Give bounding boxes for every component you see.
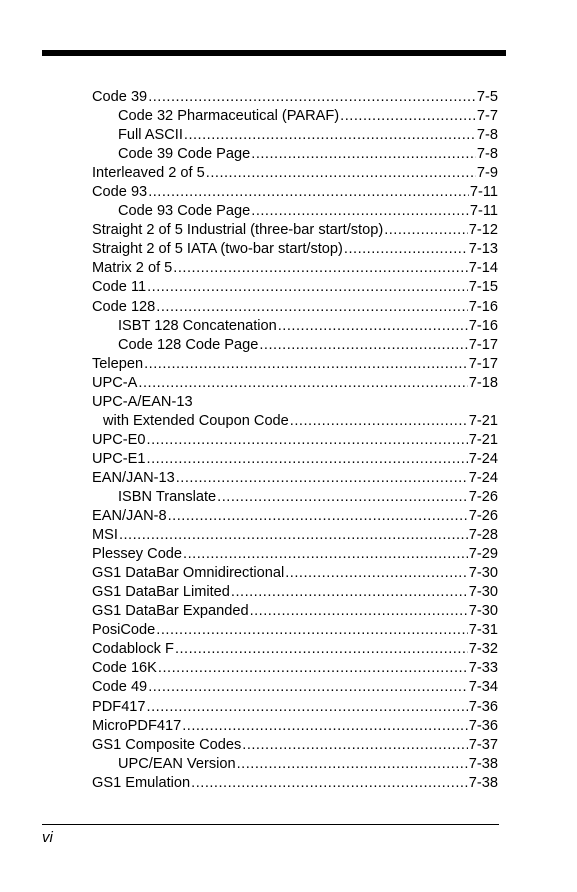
toc-entry-title: Code 11	[92, 279, 147, 296]
toc-entry-page: 7-38	[468, 774, 498, 791]
page-number: vi	[42, 829, 53, 846]
dot-leader	[176, 469, 468, 488]
dot-leader	[144, 355, 468, 374]
toc-entry	[92, 774, 498, 793]
toc-entry	[92, 755, 498, 774]
toc-entry-page: 7-16	[468, 317, 498, 334]
dot-leader	[191, 774, 468, 793]
toc-entry-title: Code 39	[92, 89, 148, 105]
toc-entry	[92, 488, 498, 507]
toc-entry-title: GS1 Composite Codes	[92, 736, 242, 753]
toc-entry	[92, 564, 498, 583]
toc-entry-title: Interleaved 2 of 5	[92, 165, 205, 182]
toc-entry-page: 7-26	[468, 488, 498, 505]
toc-entry-page: 7-30	[468, 603, 498, 620]
toc-entry-page: 7-30	[468, 584, 498, 601]
toc-entry-page: 7-11	[469, 184, 498, 201]
toc-entry-page: 7-17	[468, 336, 498, 353]
toc-entry-page: 7-17	[468, 355, 498, 372]
toc-entry-title: UPC-A	[92, 374, 138, 391]
toc-entry-page: 7-18	[468, 374, 498, 391]
toc-entry-title: Straight 2 of 5 IATA (two-bar start/stop)	[92, 241, 343, 258]
dot-leader	[384, 221, 468, 240]
dot-leader	[259, 336, 467, 355]
dot-leader	[290, 412, 468, 431]
toc-entry-title: with Extended Coupon Code	[103, 412, 289, 429]
toc-entry	[92, 507, 498, 526]
dot-leader	[156, 621, 468, 640]
dot-leader	[148, 88, 476, 107]
toc-entry-page: 7-14	[468, 260, 498, 277]
toc-entry-page: 7-37	[468, 736, 498, 753]
toc-entry-page: 7-13	[468, 241, 498, 258]
toc-entry	[92, 374, 498, 393]
toc-entry-title: EAN/JAN-13	[92, 469, 175, 486]
toc-entry-page: 7-33	[468, 660, 498, 677]
toc-entry-page: 7-16	[468, 298, 498, 315]
toc-entry-title: Code 49	[92, 679, 148, 696]
dot-leader	[183, 545, 468, 564]
toc-entry-title: Matrix 2 of 5	[92, 260, 173, 277]
dot-leader	[175, 640, 468, 659]
dot-leader	[147, 450, 468, 469]
toc-entry-page: 7-30	[468, 565, 498, 582]
toc-entry	[92, 145, 498, 164]
toc-entry-page: 7-24	[468, 469, 498, 486]
toc-entry-page: 7-28	[468, 527, 498, 544]
toc-entry-title: EAN/JAN-8	[92, 508, 167, 525]
toc-entry-title: Plessey Code	[92, 546, 183, 563]
toc-entry-title: PDF417	[92, 698, 146, 715]
toc-entry-page: 7-36	[468, 698, 498, 715]
toc-entry-page: 7-12	[468, 222, 498, 239]
toc-entry	[92, 164, 498, 183]
toc-entry	[92, 107, 498, 126]
toc-entry	[92, 393, 498, 412]
toc-entry	[92, 717, 498, 736]
toc-entry	[92, 469, 498, 488]
dot-leader	[148, 678, 468, 697]
toc-entry-title: UPC-E1	[92, 450, 146, 467]
toc-entry	[92, 412, 498, 431]
toc-entry	[92, 202, 498, 221]
toc-entry	[92, 526, 498, 545]
dot-leader	[217, 488, 468, 507]
toc-entry-page: 7-29	[468, 546, 498, 563]
footer-rule	[42, 824, 499, 825]
toc-entry-page: 7-5	[476, 89, 498, 105]
toc-entry	[92, 336, 498, 355]
toc-entry-page: 7-7	[476, 108, 498, 125]
toc-entry-page: 7-36	[468, 717, 498, 734]
toc-entry	[92, 602, 498, 621]
dot-leader	[250, 602, 468, 621]
toc-entry	[92, 621, 498, 640]
toc-entry	[92, 259, 498, 278]
toc-entry-title: Code 93 Code Page	[118, 203, 251, 220]
toc-entry	[92, 736, 498, 755]
dot-leader	[119, 526, 468, 545]
toc-entry	[92, 183, 498, 202]
toc-entry-title: GS1 DataBar Limited	[92, 584, 230, 601]
toc-entry-page: 7-31	[468, 622, 498, 639]
dot-leader	[168, 507, 468, 526]
toc-entry-title: MicroPDF417	[92, 717, 182, 734]
toc-entry-title: UPC-A/EAN-13	[92, 393, 193, 410]
toc-entry-page: 7-26	[468, 508, 498, 525]
toc-entry	[92, 659, 498, 678]
toc-entry-title: UPC/EAN Version	[118, 755, 236, 772]
toc-entry	[92, 545, 498, 564]
toc-entry-page: 7-34	[468, 679, 498, 696]
toc-entry	[92, 583, 498, 602]
toc-entry	[92, 88, 498, 107]
toc-entry-title: Code 16K	[92, 660, 157, 677]
toc-entry	[92, 640, 498, 659]
toc-entry	[92, 450, 498, 469]
toc-entry-title: GS1 Emulation	[92, 774, 191, 791]
toc-entry	[92, 698, 498, 717]
toc-entry-page: 7-32	[468, 641, 498, 658]
toc-entry	[92, 355, 498, 374]
toc-entry-title: Code 128	[92, 298, 156, 315]
toc-entry-title: Telepen	[92, 355, 144, 372]
dot-leader	[182, 717, 468, 736]
toc-entry-title: MSI	[92, 527, 118, 544]
toc-entry-page: 7-24	[468, 450, 498, 467]
dot-leader	[148, 183, 469, 202]
toc-entry-title: Code 128 Code Page	[118, 336, 259, 353]
dot-leader	[158, 659, 468, 678]
toc-entry-title: GS1 DataBar Expanded	[92, 603, 249, 620]
dot-leader	[251, 145, 476, 164]
toc-entry-title: Code 39 Code Page	[118, 146, 251, 163]
dot-leader	[156, 298, 467, 317]
dot-leader	[206, 164, 476, 183]
dot-leader	[138, 374, 467, 393]
toc-entry-title: Full ASCII	[118, 127, 183, 144]
toc-entry-page: 7-11	[469, 203, 498, 220]
toc-entry-page: 7-15	[468, 279, 498, 296]
dot-leader	[173, 259, 467, 278]
dot-leader	[278, 317, 468, 336]
toc-entry-title: Straight 2 of 5 Industrial (three-bar start/stop)	[92, 222, 384, 239]
toc-entry-page: 7-38	[468, 755, 498, 772]
toc-entry-page: 7-21	[468, 412, 498, 429]
toc-entry	[92, 678, 498, 697]
dot-leader	[340, 107, 476, 126]
toc-entry-title: ISBT 128 Concatenation	[118, 317, 277, 334]
toc-entry-title: Code 32 Pharmaceutical (PARAF)	[118, 108, 340, 125]
toc-entry-title: ISBN Translate	[118, 488, 217, 505]
dot-leader	[242, 736, 468, 755]
header-rule	[42, 50, 506, 56]
toc-entry-title: Code 93	[92, 184, 148, 201]
dot-leader	[344, 240, 468, 259]
toc-entry	[92, 317, 498, 336]
toc-entry-page: 7-8	[476, 146, 498, 163]
dot-leader	[285, 564, 468, 583]
dot-leader	[237, 755, 468, 774]
toc-entry	[92, 298, 498, 317]
dot-leader	[147, 698, 468, 717]
toc-entry-page: 7-8	[476, 127, 498, 144]
toc-entry	[92, 431, 498, 450]
dot-leader	[251, 202, 469, 221]
toc-entry	[92, 240, 498, 259]
toc-entry	[92, 221, 498, 240]
toc-entry-title: PosiCode	[92, 622, 156, 639]
dot-leader	[231, 583, 468, 602]
table-of-contents	[92, 88, 498, 793]
dot-leader	[184, 126, 476, 145]
toc-entry	[92, 126, 498, 145]
dot-leader	[147, 278, 468, 297]
toc-entry-page: 7-9	[476, 165, 498, 182]
toc-entry-title: UPC-E0	[92, 431, 146, 448]
toc-entry-title: Codablock F	[92, 641, 174, 658]
toc-entry	[92, 278, 498, 297]
dot-leader	[147, 431, 468, 450]
toc-entry-title: GS1 DataBar Omnidirectional	[92, 565, 285, 582]
toc-entry-page: 7-21	[468, 431, 498, 448]
